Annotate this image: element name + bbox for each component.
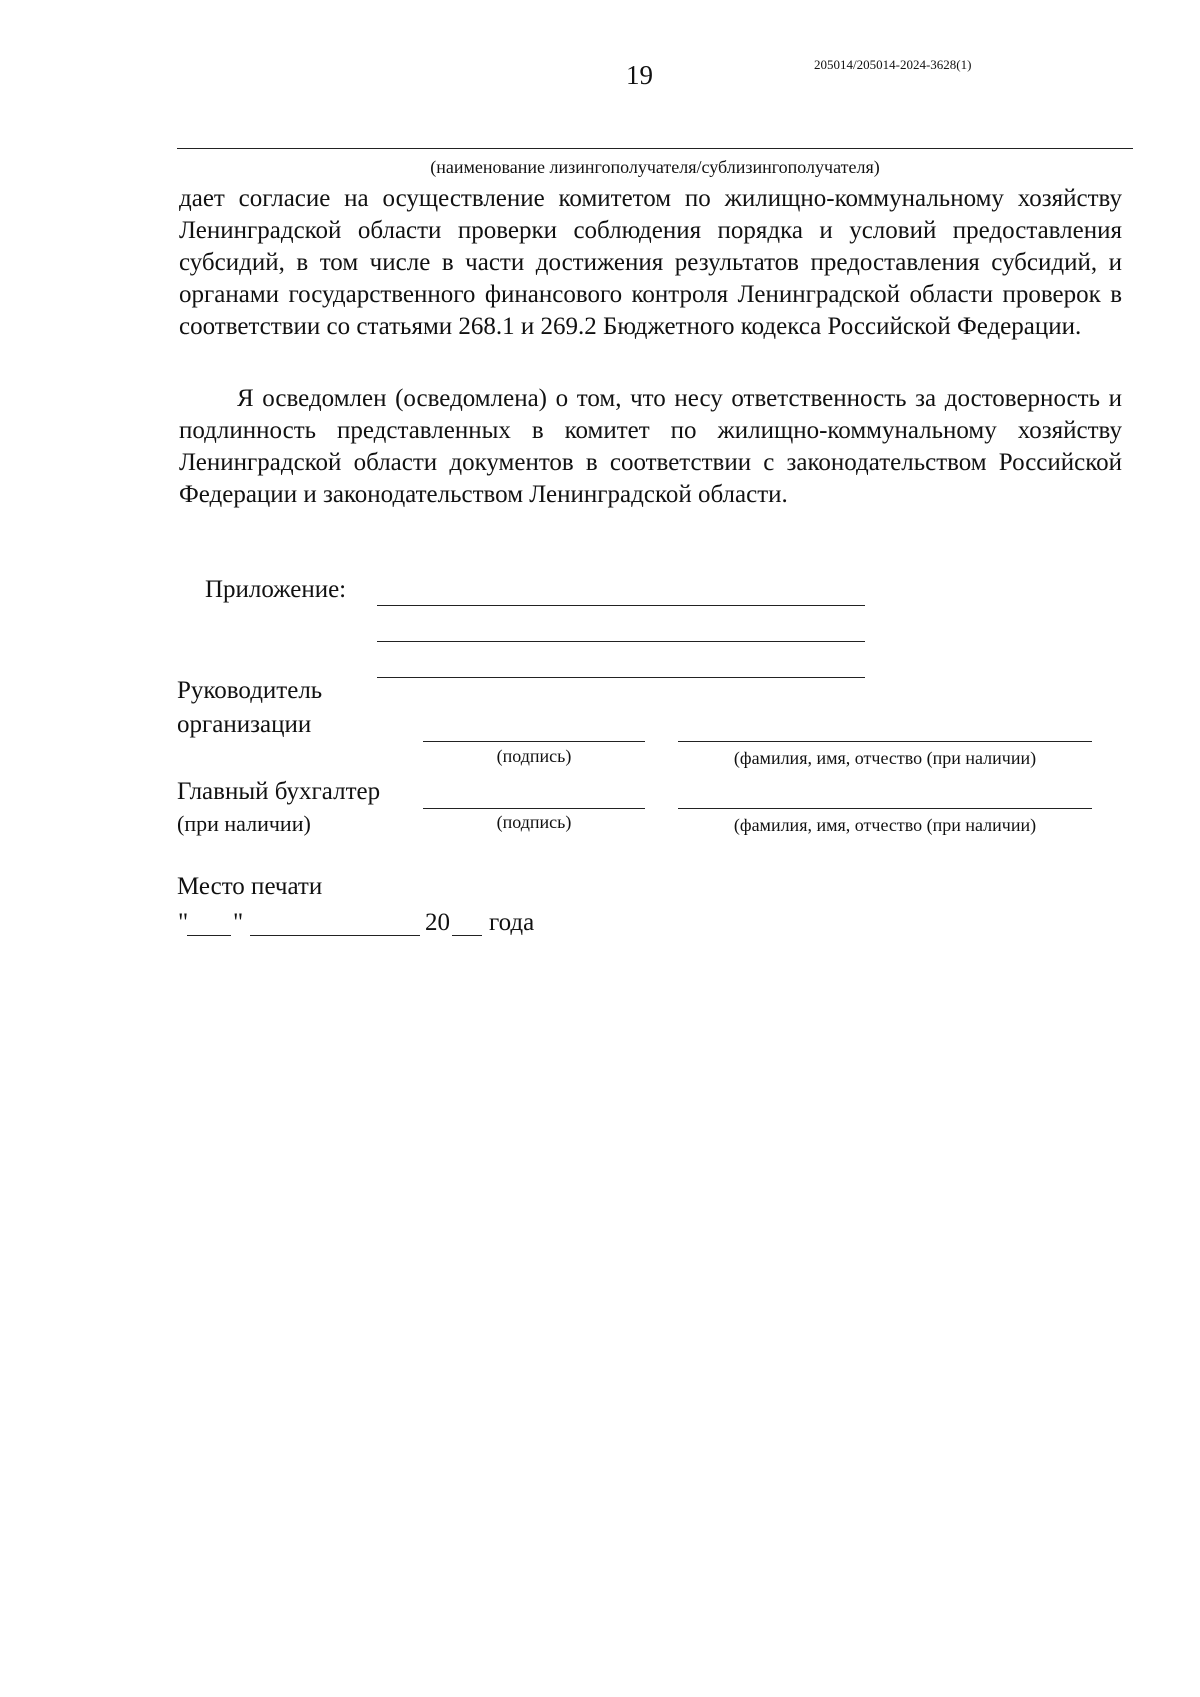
document-id: 205014/205014-2024-3628(1) [814,57,972,72]
consent-paragraph: дает согласие на осуществление комитетом по жилищно-коммунальному хозяйству Ленинградской области проверки соблюдения порядка и условий предоставления субсидий, в том числе в части достижения результатов предоставления субсидий, и органами государственного финансового контроля Ленинградской области проверок в соответствии со статьями 268.1 и 269.2 Бюджетного кодекса Российской Федерации. [179,185,1122,340]
date-day-line [187,935,231,936]
date-month-line [250,935,420,936]
head-signature-caption: (подпись) [496,746,572,766]
head-title-line1: Руководитель [177,677,323,704]
attachment-line-1 [377,605,865,606]
page-number: 19 [626,60,653,90]
accountant-name-caption: (фамилия, имя, отчество (при наличии) [733,815,1037,835]
seal-label: Место печати [177,873,323,900]
attachment-label: Приложение: [205,576,347,603]
head-name-line [678,741,1092,742]
accountant-name-line [678,808,1092,809]
accountant-title-line1: Главный бухгалтер [177,778,381,805]
head-name-caption: (фамилия, имя, отчество (при наличии) [733,748,1037,768]
head-signature-line [423,741,645,742]
accountant-signature-caption: (подпись) [496,812,572,832]
attachment-line-3 [377,677,865,678]
date-year-suffix: года [489,909,535,936]
accountant-signature-line [423,808,645,809]
org-name-line [177,148,1133,149]
date-open-quote: " [178,909,189,936]
date-close-quote: " [233,909,244,936]
responsibility-paragraph: Я осведомлен (осведомлена) о том, что несу ответственность за достоверность и подлинность представленных в комитет по жилищно-коммунальному хозяйству Ленинградской области документов в соответствии с законодательством Российской Федерации и законодательством Ленинградской области. [179,385,1122,508]
date-year-prefix: 20 [425,909,450,936]
head-title-line2: организации [177,711,312,738]
accountant-title-line2: (при наличии) [177,811,311,836]
attachment-line-2 [377,641,865,642]
org-name-caption: (наименование лизингополучателя/сублизингополучателя) [430,157,880,177]
date-year-line [452,935,482,936]
